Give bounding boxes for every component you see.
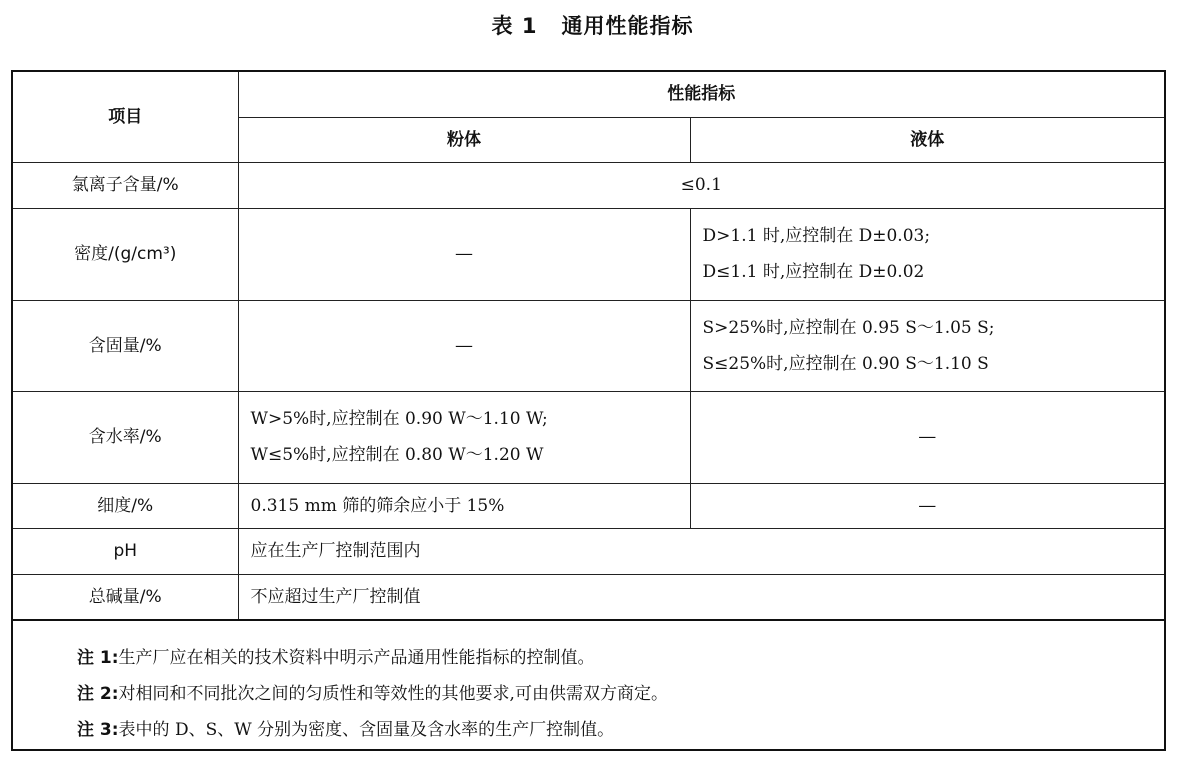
powder-value: — [238, 208, 690, 300]
row-label: 总碱量/% [13, 574, 238, 620]
merged-value: 不应超过生产厂控制值 [238, 574, 1164, 620]
row-label: 密度/(g/cm³) [13, 208, 238, 300]
liquid-value: — [690, 391, 1164, 483]
table-notes [13, 620, 1164, 748]
row-label: 氯离子含量/% [13, 162, 238, 208]
powder-line-1: W>5%时,应控制在 0.90 W～1.10 W; [250, 409, 548, 429]
header-item: 项目 [13, 72, 238, 162]
powder-value: — [238, 300, 690, 391]
liquid-value [690, 208, 1164, 300]
table-row [13, 391, 1164, 483]
header-row-1 [13, 72, 1164, 117]
powder-value: 0.315 mm 筛的筛余应小于 15% [238, 483, 690, 528]
row-label: 含水率/% [13, 391, 238, 483]
note-text: 对相同和不同批次之间的匀质性和等效性的其他要求,可由供需双方商定。 [118, 684, 668, 704]
merged-value: 应在生产厂控制范围内 [238, 528, 1164, 574]
note-text: 表中的 D、S、W 分别为密度、含固量及含水率的生产厂控制值。 [118, 720, 615, 740]
note-item [77, 640, 1164, 676]
table-row [13, 300, 1164, 391]
table-row [13, 574, 1164, 620]
table-number: 表 1 [491, 14, 538, 38]
note-item [77, 676, 1164, 712]
table-caption [0, 10, 1185, 40]
row-label: 含固量/% [13, 300, 238, 391]
liquid-line-2: S≤25%时,应控制在 0.90 S～1.10 S [702, 353, 989, 374]
liquid-line-1: S>25%时,应控制在 0.95 S～1.05 S; [702, 317, 995, 338]
powder-line-2: W≤5%时,应控制在 0.80 W～1.20 W [250, 445, 544, 465]
spec-table-frame [11, 70, 1166, 751]
note-text: 生产厂应在相关的技术资料中明示产品通用性能指标的控制值。 [118, 648, 595, 668]
note-label: 注 2: [77, 684, 119, 704]
note-item [77, 712, 1164, 748]
spec-table [13, 72, 1164, 621]
note-label: 注 3: [77, 720, 119, 740]
table-row [13, 208, 1164, 300]
table-row [13, 528, 1164, 574]
header-liquid: 液体 [690, 117, 1164, 162]
liquid-line-1: D>1.1 时,应控制在 D±0.03; [702, 226, 931, 246]
row-label: pH [13, 528, 238, 574]
liquid-value: — [690, 483, 1164, 528]
row-label: 细度/% [13, 483, 238, 528]
table-row [13, 162, 1164, 208]
table-row [13, 483, 1164, 528]
liquid-line-2: D≤1.1 时,应控制在 D±0.02 [702, 262, 925, 282]
header-powder: 粉体 [238, 117, 690, 162]
header-indicator: 性能指标 [238, 72, 1164, 117]
powder-value [238, 391, 690, 483]
note-label: 注 1: [77, 648, 119, 668]
merged-value: ≤0.1 [238, 162, 1164, 208]
liquid-value [690, 300, 1164, 391]
table-title: 通用性能指标 [561, 14, 694, 38]
